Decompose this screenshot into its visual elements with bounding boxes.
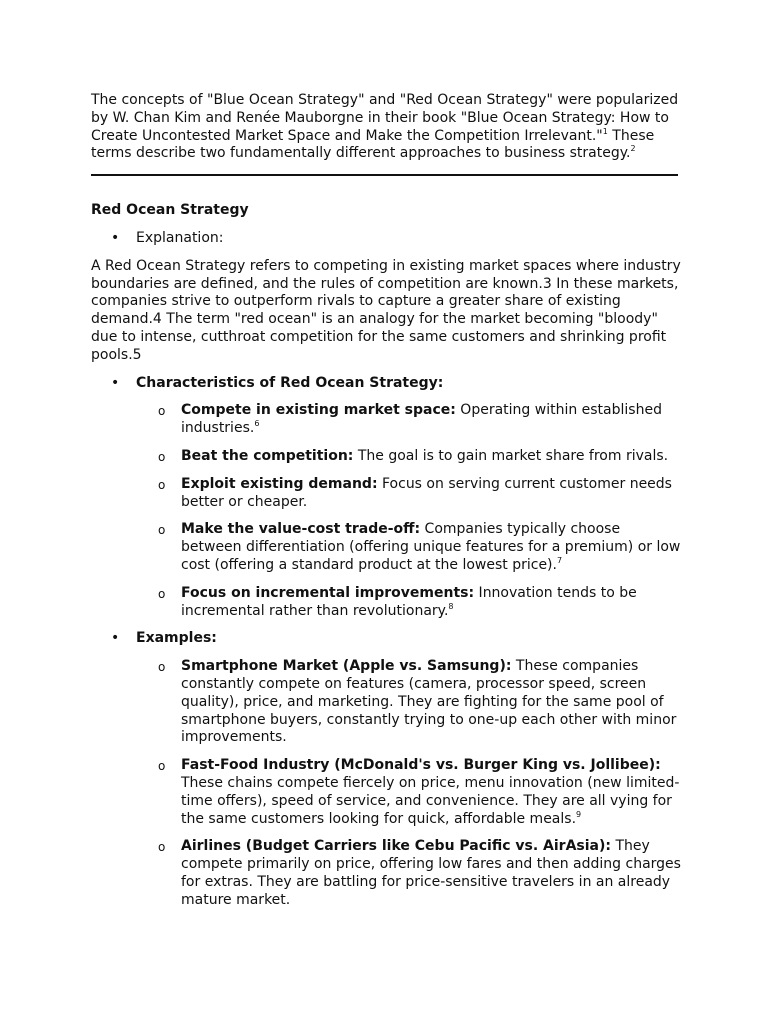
section-heading: Red Ocean Strategy bbox=[91, 202, 249, 219]
footnote-ref: 9 bbox=[576, 809, 582, 819]
item-text: Focus on serving current customer needs better or cheaper. bbox=[181, 475, 672, 510]
item-text: These chains compete fiercely on price, menu innovation (new limited-time offers), speed of service, and convenience. They are all vying for the same customers looking for quick, affordable meals. bbox=[181, 774, 680, 827]
footnote-ref: 2 bbox=[630, 144, 636, 154]
list-item bbox=[136, 658, 681, 747]
examples-list bbox=[136, 658, 681, 909]
item-text: They compete primarily on price, offering low fares and then adding charges for extras. They are battling for price-sensitive travelers in an already mature market. bbox=[181, 838, 681, 908]
item-text: Innovation tends to be incremental rather than revolutionary. bbox=[181, 584, 637, 619]
item-text: These companies constantly compete on features (camera, processor speed, screen quality), price, and marketing. They are fighting for the same pool of smartphone buyers, constantly trying to one-up each other with minor improvements. bbox=[181, 658, 677, 746]
bullet-icon: • bbox=[111, 374, 120, 391]
footnote-ref: 7 bbox=[556, 555, 563, 565]
list-item bbox=[136, 402, 681, 438]
horizontal-rule bbox=[91, 174, 678, 176]
list-item bbox=[136, 757, 681, 828]
document-page bbox=[91, 92, 681, 919]
sub-bullet-icon: o bbox=[158, 586, 166, 601]
list-item bbox=[136, 521, 681, 574]
item-title: Compete in existing market space: bbox=[181, 402, 456, 419]
footnote-ref: 1 bbox=[602, 126, 608, 136]
bullet-icon: • bbox=[111, 630, 120, 647]
main-list bbox=[91, 375, 681, 910]
item-title: Exploit existing demand: bbox=[181, 475, 378, 492]
list-item bbox=[136, 448, 681, 466]
intro-text-2: These terms describe two fundamentally different approaches to business strategy. bbox=[91, 127, 655, 162]
footnote-ref: 6 bbox=[254, 419, 260, 429]
explanation-label: Explanation: bbox=[136, 229, 224, 246]
list-item bbox=[91, 630, 681, 909]
sub-bullet-icon: o bbox=[158, 759, 166, 774]
item-title: Airlines (Budget Carriers like Cebu Pacific vs. AirAsia): bbox=[181, 838, 611, 855]
characteristics-label: Characteristics of Red Ocean Strategy: bbox=[136, 374, 444, 391]
intro-text: The concepts of "Blue Ocean Strategy" and "Red Ocean Strategy" were popularized by W. Chan Kim and Renée Mauborgne in their book "Blue Ocean Strategy: How to Create Uncontested Market Space and Make the Competition Irrelevant." bbox=[91, 92, 679, 144]
sub-bullet-icon: o bbox=[158, 477, 166, 492]
item-text: The goal is to gain market share from rivals. bbox=[353, 447, 669, 464]
item-title: Focus on incremental improvements: bbox=[181, 584, 475, 601]
list-item bbox=[91, 230, 681, 248]
explanation-list bbox=[91, 230, 681, 248]
explanation-paragraph: A Red Ocean Strategy refers to competing in existing market spaces where industry boundaries are defined, and the rules of competition are known.3 In these markets, companies strive to outperform rivals to capture a greater share of existing demand.4 The term "red ocean" is an analogy for the market becoming "bloody" due to intense, cutthroat competition for the same customers and shrinking profit pools.5 bbox=[91, 257, 681, 363]
item-title: Make the value-cost trade-off: bbox=[181, 521, 421, 538]
sub-bullet-icon: o bbox=[158, 523, 166, 538]
list-item bbox=[136, 476, 681, 512]
examples-label: Examples: bbox=[136, 630, 217, 647]
list-item bbox=[136, 838, 681, 909]
list-item bbox=[136, 585, 681, 621]
item-title: Beat the competition: bbox=[181, 447, 354, 464]
footnote-ref: 8 bbox=[448, 601, 454, 611]
sub-bullet-icon: o bbox=[158, 449, 166, 464]
item-title: Fast-Food Industry (McDonald's vs. Burger King vs. Jollibee): bbox=[181, 757, 661, 774]
item-text: Companies typically choose between differentiation (offering unique features for a premium) or low cost (offering a standard product at the lowest price). bbox=[181, 521, 681, 573]
item-title: Smartphone Market (Apple vs. Samsung): bbox=[181, 658, 512, 675]
list-item bbox=[91, 375, 681, 621]
sub-bullet-icon: o bbox=[158, 404, 166, 419]
sub-bullet-icon: o bbox=[158, 660, 166, 675]
intro-paragraph bbox=[91, 92, 681, 163]
bullet-icon: • bbox=[111, 229, 120, 246]
item-text: Operating within established industries. bbox=[181, 402, 662, 437]
characteristics-list bbox=[136, 402, 681, 620]
sub-bullet-icon: o bbox=[158, 840, 166, 855]
